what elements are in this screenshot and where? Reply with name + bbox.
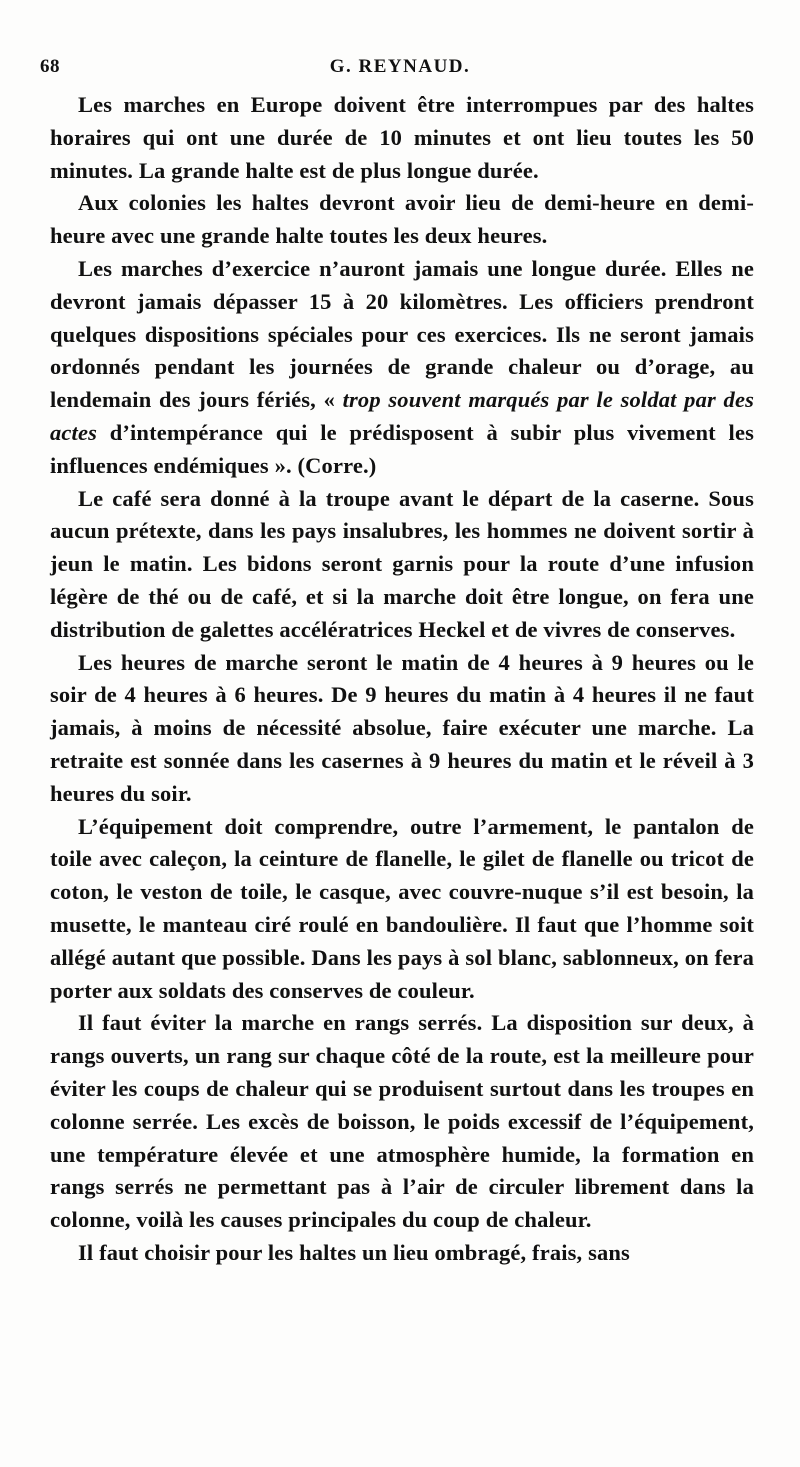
- paragraph-exercise-marches: [50, 253, 754, 483]
- paragraph-equipment: L’équipement doit comprendre, outre l’armement, le pantalon de toile avec caleçon, la ceinture de flanelle, le gilet de flanelle ou tricot de coton, le veston de toile, le casque, avec couvre-nuque s’il est besoin, la musette, le manteau ciré roulé en bandoulière. Il faut que l’homme soit allégé autant que possible. Dans les pays à sol blanc, sablonneux, on fera porter aux soldats des conserves de couleur.: [50, 813, 754, 1003]
- page-number: 68: [40, 56, 60, 77]
- paragraph-halts-europe: Les marches en Europe doivent être interrompues par des haltes horaires qui ont une durée de 10 minutes et ont lieu toutes les 50 minutes. La grande halte est de plus longue durée.: [50, 92, 754, 183]
- paragraph-ranks: Il faut éviter la marche en rangs serrés. La disposition sur deux, à rangs ouverts, un rang sur chaque côté de la route, est la meilleure pour éviter les coups de chaleur qui se produisent surtout dans les troupes en colonne serrée. Les excès de boisson, le poids excessif de l’équipement, une température élevée et une atmosphère humide, la formation en rangs serrés ne permettant pas à l’air de circuler librement dans la colonne, voilà les causes principales du coup de chaleur.: [50, 1010, 754, 1233]
- paragraph-text-before-quote: Les marches d’exercice n’auront jamais une longue durée. Elles ne devront jamais dépasser 15 à 20 kilomètres. Les officiers prendront quelques dispositions spéciales pour ces exercices. Ils ne seront jamais ordonnés pendant les journées de grande chaleur ou d’orage, au lendemain des jours fériés, «: [50, 255, 754, 413]
- page-header: [40, 56, 760, 86]
- paragraph-halts-colonies: Aux colonies les haltes devront avoir lieu de demi-heure en demi-heure avec une grande halte toutes les deux heures.: [50, 190, 754, 249]
- paragraph-halt-location: Il faut choisir pour les haltes un lieu ombragé, frais, sans: [78, 1239, 630, 1265]
- running-head: G. REYNAUD.: [329, 56, 471, 77]
- italic-quote: trop souvent marqués par le soldat par des actes: [50, 387, 754, 445]
- paragraph-text-after-quote: d’intempérance qui le prédisposent à subir plus vivement les influences endémiques ». (Corre.): [50, 419, 754, 478]
- paragraph-coffee: Le café sera donné à la troupe avant le départ de la caserne. Sous aucun prétexte, dans les pays insalubres, les hommes ne doivent sortir à jeun le matin. Les bidons seront garnis pour la route d’une infusion légère de thé ou de café, et si la marche doit être longue, on fera une distribution de galettes accélératrices Heckel et de vivres de conserves.: [50, 485, 754, 642]
- body-text: [50, 89, 754, 1270]
- paragraph-march-hours: Les heures de marche seront le matin de 4 heures à 9 heures ou le soir de 4 heures à 6 heures. De 9 heures du matin à 4 heures il ne faut jamais, à moins de nécessité absolue, faire exécuter une marche. La retraite est sonnée dans les casernes à 9 heures du matin et le réveil à 3 heures du soir.: [50, 649, 754, 806]
